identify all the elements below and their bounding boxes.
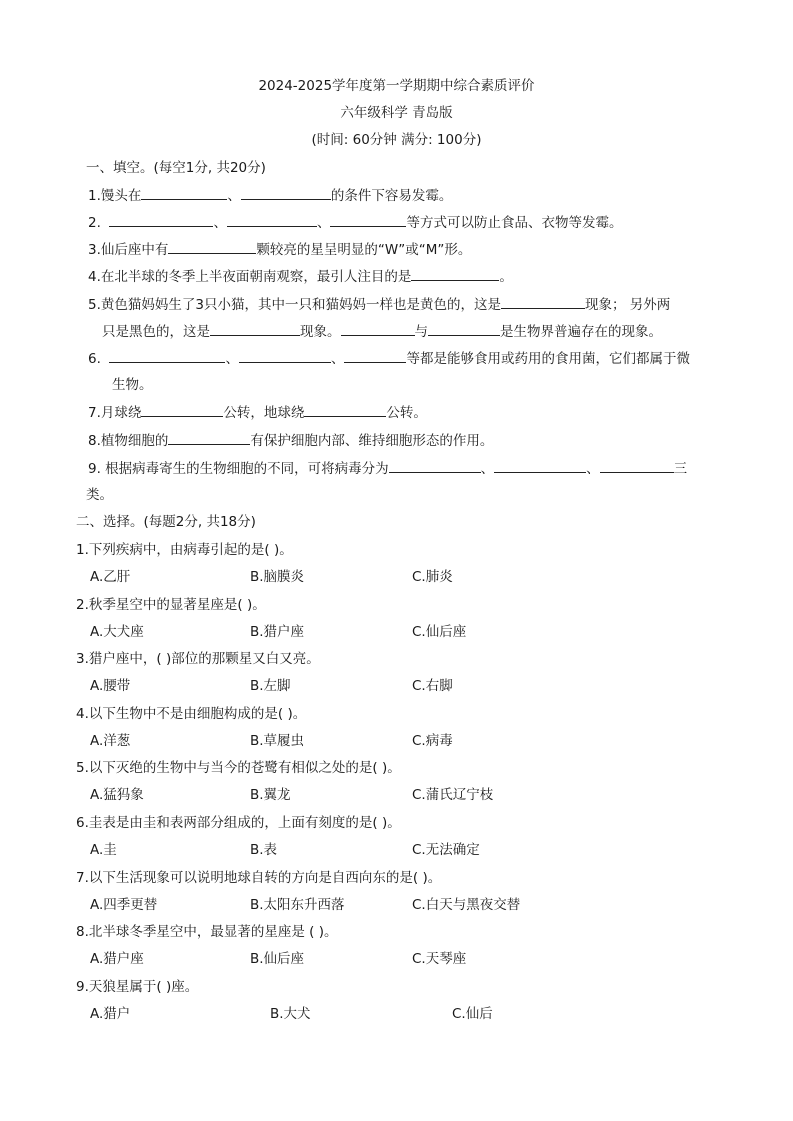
- choice-option[interactable]: C.蒲氏辽宁枝: [412, 787, 494, 804]
- choice-option[interactable]: A.腰带: [90, 678, 131, 695]
- fill-question-6-line2: 生物。: [112, 377, 153, 393]
- answer-blank[interactable]: [241, 185, 331, 200]
- answer-blank[interactable]: [141, 185, 227, 200]
- q3-text-a: 3.仙后座中有: [88, 242, 169, 258]
- q5-text-e: 与: [414, 324, 428, 340]
- answer-blank[interactable]: [239, 348, 331, 363]
- q7-text-c: 公转。: [386, 405, 427, 421]
- q2-text-d: 等方式可以防止食品、衣物等发霉。: [406, 215, 623, 231]
- answer-blank[interactable]: [501, 294, 585, 309]
- answer-blank[interactable]: [494, 458, 586, 473]
- choice-question-stem: 4.以下生物中不是由细胞构成的是( )。: [76, 705, 307, 722]
- choice-option[interactable]: A.大犬座: [90, 623, 144, 640]
- fill-question-1: [88, 185, 452, 206]
- q9-text-b: 、: [480, 461, 495, 477]
- choice-option[interactable]: B.左脚: [250, 678, 291, 695]
- q9-text-a: 9. 根据病毒寄生的生物细胞的不同，可将病毒分为: [88, 461, 389, 477]
- exam-title: 2024-2025学年度第一学期期中综合素质评价: [258, 78, 535, 94]
- fill-question-5-line1: [88, 294, 670, 315]
- choice-option[interactable]: B.表: [250, 842, 278, 858]
- choice-option[interactable]: B.脑膜炎: [250, 569, 305, 585]
- q2-text-c: 、: [316, 215, 331, 231]
- answer-blank[interactable]: [109, 348, 225, 363]
- choice-option[interactable]: C.白天与黑夜交替: [412, 896, 521, 913]
- choice-question-stem: 6.圭表是由圭和表两部分组成的，上面有刻度的是( )。: [76, 815, 401, 831]
- choice-option[interactable]: A.圭: [90, 842, 117, 858]
- answer-blank[interactable]: [428, 321, 500, 336]
- choice-question-stem: 3.猎户座中，( )部位的那颗星又白又亮。: [76, 651, 320, 668]
- q4-text-a: 4.在北半球的冬季上半夜面朝南观察，最引人注目的是: [88, 269, 412, 285]
- choice-option[interactable]: B.太阳东升西落: [250, 896, 345, 913]
- choice-option[interactable]: A.四季更替: [90, 896, 158, 913]
- choice-option[interactable]: B.仙后座: [250, 951, 305, 968]
- choice-option[interactable]: C.仙后座: [412, 623, 467, 640]
- choice-question-stem: 8.北半球冬季星空中，最显著的星座是 ( )。: [76, 924, 338, 941]
- answer-blank[interactable]: [341, 321, 415, 336]
- fill-question-9-line1: [88, 458, 687, 479]
- fill-question-3: [88, 239, 471, 260]
- answer-blank[interactable]: [344, 348, 406, 363]
- section-choice-heading: 二、选择。(每题2分, 共18分): [76, 514, 256, 530]
- fill-question-6-line1: [88, 348, 690, 369]
- choice-question-stem: 2.秋季星空中的显著星座是( )。: [76, 596, 266, 613]
- q8-text-a: 8.植物细胞的: [88, 433, 169, 449]
- q6-text-c: 、: [330, 351, 345, 367]
- choice-option[interactable]: A.洋葱: [90, 732, 131, 749]
- choice-option[interactable]: C.天琴座: [412, 951, 467, 968]
- choice-option[interactable]: C.肺炎: [412, 569, 453, 585]
- choice-option[interactable]: A.猎户座: [90, 951, 144, 968]
- fill-question-5-line2: [102, 321, 662, 342]
- fill-question-4: [88, 266, 513, 287]
- fill-question-7: [88, 402, 427, 423]
- answer-blank[interactable]: [141, 402, 223, 417]
- fill-question-2: [88, 212, 622, 233]
- q6-text-d: 等都是能够食用或药用的食用菌，它们都属于微: [406, 351, 690, 367]
- q4-text-b: 。: [499, 269, 513, 285]
- answer-blank[interactable]: [600, 458, 674, 473]
- q5-text-c: 只是黑色的，这是: [102, 324, 210, 340]
- fill-question-9-line2: 类。: [86, 487, 113, 503]
- answer-blank[interactable]: [411, 266, 499, 281]
- q9-text-d: 三: [673, 461, 688, 477]
- answer-blank[interactable]: [109, 212, 213, 227]
- choice-question-stem: 9.天狼星属于( )座。: [76, 978, 199, 995]
- q2-text-b: 、: [213, 215, 227, 231]
- choice-option[interactable]: B.大犬: [270, 1005, 311, 1022]
- q5-text-d: 现象。: [300, 324, 341, 340]
- section-fill-heading: 一、填空。(每空1分, 共20分): [86, 160, 266, 176]
- choice-question-stem: 7.以下生活现象可以说明地球自转的方向是自西向东的是( )。: [76, 869, 442, 886]
- choice-option[interactable]: A.乙肝: [90, 569, 131, 585]
- answer-blank[interactable]: [168, 430, 250, 445]
- q1-text-c: 的条件下容易发霉。: [330, 188, 453, 204]
- choice-option[interactable]: B.翼龙: [250, 787, 291, 804]
- q7-text-a: 7.月球绕: [88, 405, 142, 421]
- answer-blank[interactable]: [227, 212, 317, 227]
- q1-text-b: 、: [227, 188, 241, 204]
- q9-text-c: 、: [586, 461, 600, 477]
- fill-question-8: [88, 430, 493, 451]
- choice-option[interactable]: C.病毒: [412, 732, 453, 749]
- choice-question-stem: 5.以下灭绝的生物中与当今的苍鹭有相似之处的是( )。: [76, 760, 401, 777]
- answer-blank[interactable]: [304, 402, 386, 417]
- choice-option[interactable]: C.仙后: [452, 1005, 493, 1022]
- answer-blank[interactable]: [168, 239, 256, 254]
- choice-option[interactable]: C.无法确定: [412, 842, 480, 858]
- q2-text-a: 2.: [88, 215, 101, 231]
- choice-option[interactable]: A.猎户: [90, 1005, 131, 1022]
- choice-question-stem: 1.下列疾病中，由病毒引起的是( )。: [76, 542, 293, 558]
- choice-option[interactable]: C.右脚: [412, 678, 453, 695]
- q5-text-f: 是生物界普遍存在的现象。: [500, 324, 662, 340]
- answer-blank[interactable]: [330, 212, 406, 227]
- q8-text-b: 有保护细胞内部、维持细胞形态的作用。: [250, 433, 494, 449]
- choice-option[interactable]: B.草履虫: [250, 732, 305, 749]
- exam-subtitle: 六年级科学 青岛版: [340, 105, 453, 121]
- q5-text-a: 5.黄色猫妈妈生了3只小猫，其中一只和猫妈妈一样也是黄色的，这是: [88, 297, 501, 313]
- q6-text-a: 6.: [88, 351, 101, 367]
- q7-text-b: 公转，地球绕: [223, 405, 305, 421]
- exam-time-info: (时间: 60分钟 满分: 100分): [311, 132, 482, 148]
- answer-blank[interactable]: [389, 458, 481, 473]
- answer-blank[interactable]: [210, 321, 300, 336]
- q6-text-b: 、: [225, 351, 239, 367]
- q1-text-a: 1.馒头在: [88, 188, 142, 204]
- q3-text-b: 颗较亮的星呈明显的“W”或“M”形。: [256, 242, 472, 258]
- choice-option[interactable]: A.猛犸象: [90, 787, 144, 804]
- q5-text-b: 现象； 另外两: [584, 297, 671, 313]
- choice-option[interactable]: B.猎户座: [250, 623, 305, 640]
